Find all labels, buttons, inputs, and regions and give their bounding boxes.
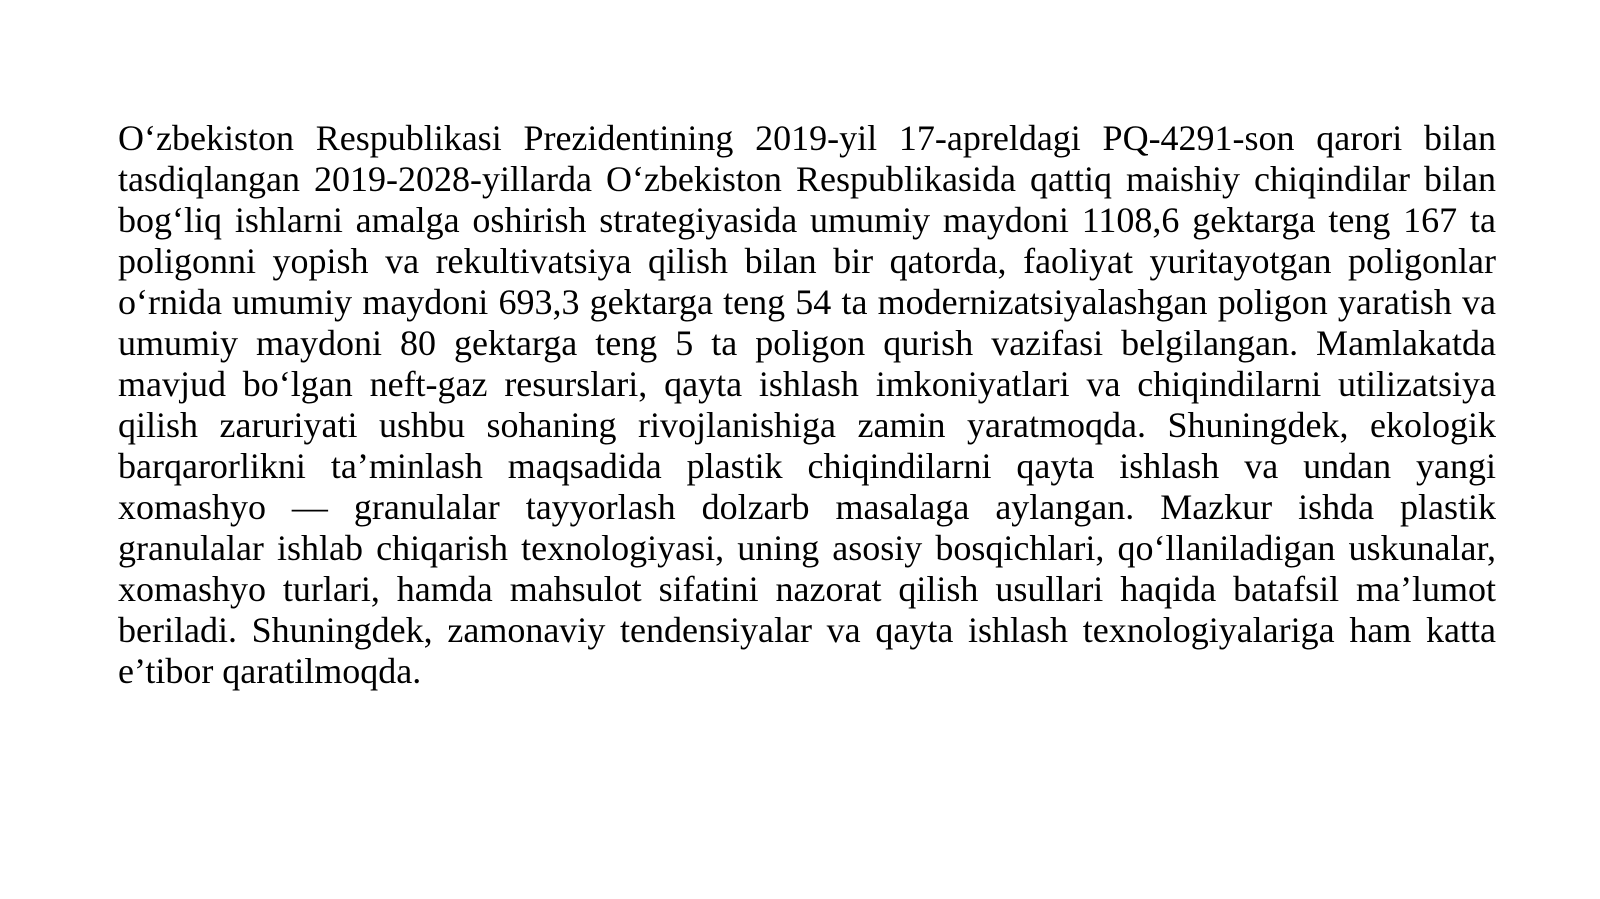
body-paragraph: O‘zbekiston Respublikasi Prezidentining 2019-yil 17-apreldagi PQ-4291-son qarori bilan tasdiqlangan 2019-2028-yillarda O‘zbekiston Respublikasida qattiq maishiy chiqindilar bilan bog‘liq ishlarni amalga oshirish strategiyasida umumiy maydoni 1108,6 gektarga teng 167 ta poligonni yopish va rekultivatsiya qilish bilan bir qatorda, faoliyat yuritayotgan poligonlar o‘rnida umumiy maydoni 693,3 gektarga teng 54 ta modernizatsiyalashgan poligon yaratish va umumiy maydoni 80 gektarga teng 5 ta poligon qurish vazifasi belgilangan. Mamlakatda mavjud bo‘lgan neft-gaz resurslari, qayta ishlash imkoniyatlari va chiqindilarni utilizatsiya qilish zaruriyati ushbu sohaning rivojlanishiga zamin yaratmoqda. Shuningdek, ekologik barqarorlikni ta’minlash maqsadida plastik chiqindilarni qayta ishlash va undan yangi xomashyo — granulalar tayyorlash dolzarb masalaga aylangan. Mazkur ishda plastik granulalar ishlab chiqarish texnologiyasi, uning asosiy bosqichlari, qo‘llaniladigan uskunalar, xomashyo turlari, hamda mahsulot sifatini nazorat qilish usullari haqida batafsil ma’lumot beriladi. Shuningdek, zamonaviy tendensiyalar va qayta ishlash texnologiyalariga ham katta e’tibor qaratilmoqda. [118,118,1496,691]
